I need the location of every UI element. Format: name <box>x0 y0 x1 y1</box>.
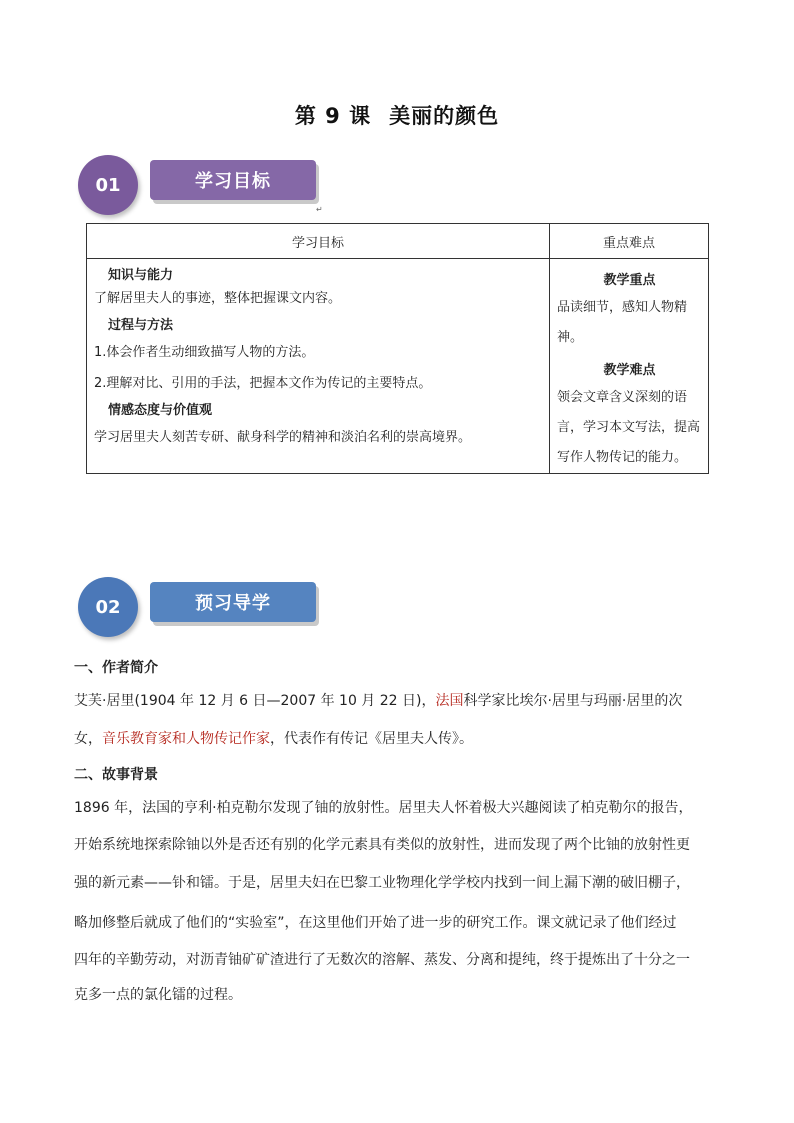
author-text: 女， <box>74 731 102 747</box>
section-number-badge: 01 <box>78 155 138 215</box>
process-item-1: 1.体会作者生动细致描写人物的方法。 <box>94 345 315 360</box>
lesson-number: 第 9 课 <box>294 104 372 128</box>
knowledge-text: 了解居里夫人的事迹，整体把握课文内容。 <box>94 291 342 306</box>
author-line-1 <box>74 694 734 708</box>
background-line: 1896 年，法国的亨利·柏克勒尔发现了铀的放射性。居里夫人怀着极大兴趣阅读了柏克勒尔的报告， <box>74 800 693 816</box>
key-point-heading: 教学重点 <box>603 273 656 288</box>
knowledge-heading: 知识与能力 <box>108 268 174 283</box>
keypoints-cell <box>550 259 709 474</box>
section-title: 学习目标 <box>150 160 316 200</box>
background-line: 略加修整后就成了他们的“实验室”，在这里他们开始了进一步的研究工作。课文就记录了他们经过 <box>74 915 677 931</box>
difficulty-heading: 教学难点 <box>603 363 656 378</box>
process-heading: 过程与方法 <box>108 318 174 333</box>
emotion-heading: 情感态度与价值观 <box>108 403 213 418</box>
table-header-objectives: 学习目标 <box>87 224 550 259</box>
paragraph-mark: ↵ <box>316 205 323 214</box>
objectives-table <box>86 223 709 474</box>
background-line: 开始系统地探索除铀以外是否还有别的化学元素具有类似的放射性，进而发现了两个比铀的放射性更 <box>74 837 690 853</box>
process-item-2: 2.理解对比、引用的手法，把握本文作为传记的主要特点。 <box>94 376 432 391</box>
difficulty-text: 领会文章含义深刻的语言，学习本文写法，提高写作人物传记的能力。 <box>557 390 701 465</box>
author-text: ，代表作有传记《居里夫人传》。 <box>270 731 473 747</box>
section-banner-preview <box>78 577 328 637</box>
background-line: 克多一点的氯化镭的过程。 <box>74 987 242 1003</box>
author-highlight: 法国 <box>435 693 464 709</box>
background-line: 强的新元素——钋和镭。于是，居里夫妇在巴黎工业物理化学学校内找到一间上漏下潮的破旧棚子， <box>74 875 690 891</box>
section-title: 预习导学 <box>150 582 316 622</box>
section-banner-objectives <box>78 155 328 215</box>
objectives-cell <box>87 259 550 474</box>
emotion-text: 学习居里夫人刻苦专研、献身科学的精神和淡泊名利的崇高境界。 <box>94 430 472 445</box>
author-text: 科学家比埃尔·居里与玛丽·居里的次 <box>463 693 683 709</box>
page-title <box>0 100 794 130</box>
table-header-keypoints: 重点难点 <box>550 224 709 259</box>
section-number-badge: 02 <box>78 577 138 637</box>
key-point-text: 品读细节，感知人物精神。 <box>557 300 688 345</box>
author-text: 艾芙·居里(1904 年 12 月 6 日—2007 年 10 月 22 日)， <box>74 693 436 709</box>
author-highlight: 音乐教育家和人物传记作家 <box>102 731 270 747</box>
author-line-2 <box>74 732 734 746</box>
author-heading: 一、作者简介 <box>74 660 158 676</box>
lesson-name: 美丽的颜色 <box>389 104 500 128</box>
background-heading: 二、故事背景 <box>74 767 158 783</box>
background-line: 四年的辛勤劳动，对沥青铀矿矿渣进行了无数次的溶解、蒸发、分离和提纯，终于提炼出了十分之一 <box>74 952 690 968</box>
